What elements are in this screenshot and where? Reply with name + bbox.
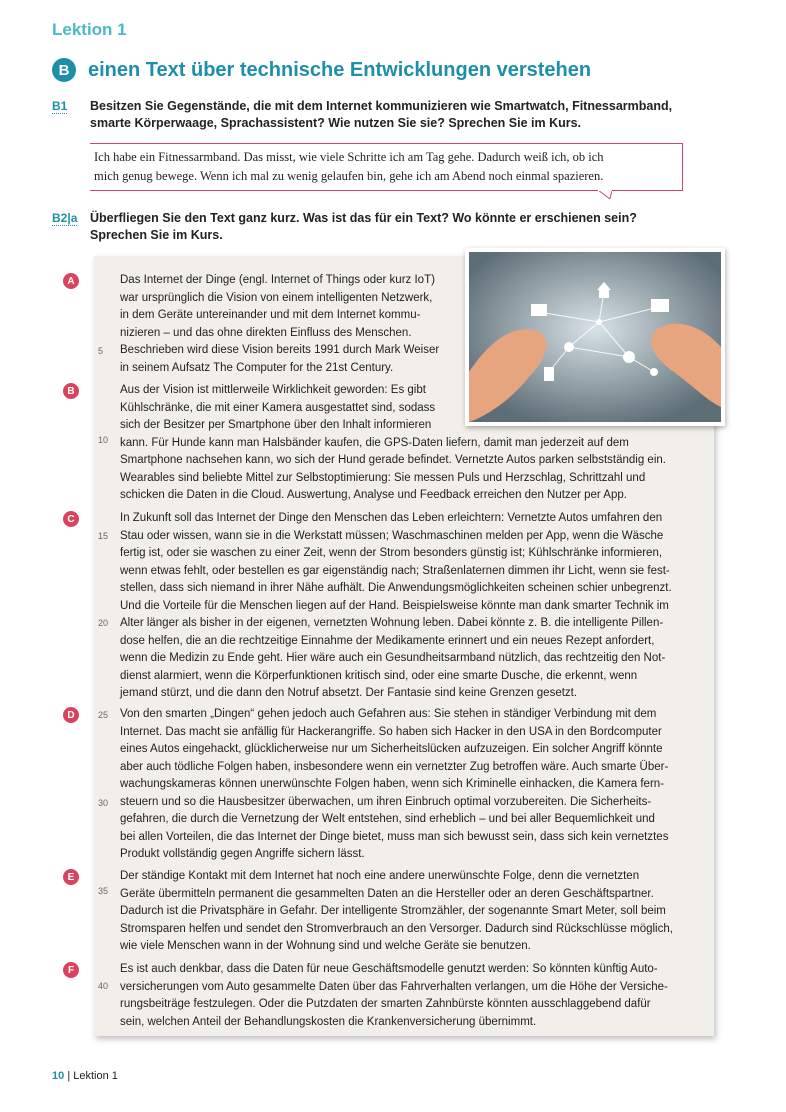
section-badge-b: B — [63, 383, 79, 399]
speech-bubble-tail-icon — [598, 190, 612, 199]
line-number: 40 — [98, 981, 109, 991]
line-number: 35 — [98, 886, 109, 896]
footer-separator: | — [67, 1070, 71, 1082]
line-number: 20 — [98, 618, 109, 628]
section-heading-text: einen Text über technische Entwicklungen verstehen — [88, 58, 592, 81]
section-e-text: Der ständige Kontakt mit dem Internet hat noch eine andere unerwünschte Folge, denn die vernetzten Geräte übermitteln permanent die gesammelten Daten an die Hersteller oder an deren Geschäftspartner. Dadurch ist die Privatsphäre in Gefahr. Der intelligente Stromzähler, der sogenannte Smart Meter, soll beim Stromsparen helfen und sendet den Stromverbrauch an den Versorger. Dadurch sind Rückschlüsse möglich, wie viele Menschen wann in der Wohnung sind und welche Geräte sie benutzen. — [120, 870, 673, 952]
line-number: 30 — [98, 798, 109, 808]
speech-bubble-line: mich genug bewege. Wenn ich mal zu wenig gelaufen bin, gehe ich am Abend noch einmal spazieren. — [94, 169, 604, 183]
section-f-text: Es ist auch denkbar, dass die Daten für neue Geschäftsmodelle genutzt werden: So könnten künftig Auto- versicherungen vom Auto gesammelte Daten über das Fahrverhalten verlangen, um die Höhe der Versiche- rungsbeiträge festzulegen. Oder die Putzdaten der smarten Zahnbürste könnten ausschlaggebend dafür sein, welchen Anteil der Behandlungskosten die Krankenversicherung übernimmt. — [120, 963, 668, 1028]
lektion-title: Lektion 1 — [52, 20, 127, 39]
footer-label: Lektion 1 — [73, 1070, 118, 1082]
section-badge-d: D — [63, 707, 79, 723]
section-badge-c: C — [63, 511, 79, 527]
line-number: 15 — [98, 531, 109, 541]
task-b1-label: B1 — [52, 99, 68, 113]
task-b2a — [52, 210, 742, 244]
section-c-text: In Zukunft soll das Internet der Dinge den Menschen das Leben erleichtern: Vernetzte Autos umfahren den Stau oder wissen, wann sie in die Werkstatt müssen; Waschmaschinen melden per App, wenn die Wäsche fertig ist, oder sie waschen zu einer Zeit, wenn der Strom besonders günstig ist; Kühlschränke informieren, wenn etwas fehlt, oder bestellen es gar eigenständig nach; Straßenlaternen dimmen ihr Licht, wenn sie fest- stellen, dass sich niemand in ihrer Nähe aufhält. Die Anwendungsmöglichkeiten scheinen schier unbegrenzt. Und die Vorteile für die Menschen liegen auf der Hand. Beispielsweise könnte man dank smarter Technik im Alter länger als bisher in der eigenen, vernetzten Wohnung leben. Dabei könnte z. B. die intelligente Pillen- dose helfen, die an die rechtzeitige Einnahme der Medikamente erinnert und ein neues Rezept anfordert, wenn die Medizin zu Ende geht. Hier wäre auch ein Gesundheitsarmband nützlich, das rechtzeitig den Not- dienst alarmiert, wenn die Körperfunktionen kritisch sind, oder eine smarte Dusche, die erkennt, wenn jemand stürzt, und die dann den Notruf absetzt. Der Fantasie sind keine Grenzen gesetzt. — [120, 512, 672, 699]
section-badge-a: A — [63, 273, 79, 289]
task-b1 — [52, 98, 742, 132]
page-footer — [52, 1070, 118, 1082]
section-heading — [52, 58, 591, 82]
section-d-text: Von den smarten „Dingen“ gehen jedoch auch Gefahren aus: Sie stehen in ständiger Verbindung mit dem Internet. Das macht sie anfällig für Hackerangriffe. So haben sich Hacker in den USA in den Bordcomputer eines Autos eingehackt, glücklicherweise nur um Sicherheitslücken aufzuzeigen. Ein solcher Angriff könnte aber auch tödliche Folgen haben, insbesondere wenn ein vernetzter Zug betroffen wäre. Auch smarte Über- wachungskameras können unerwünschte Folgen haben, wenn sich Kriminelle einhacken, die Kamera fern- steuern und so die Hausbesitzer überwachen, um ihren Einbruch optimal vorzubereiten. Die Sicherheits- gefahren, die durch die Vernetzung der Welt entstehen, sind erheblich – und bei aller Bequemlichkeit und bei allen Vorteilen, die das Internet der Dinge bietet, muss man sich bewusst sein, dass sich kein vernetztes Produkt vollständig gegen Angriffe sichern lässt. — [120, 708, 669, 860]
speech-bubble — [90, 143, 683, 191]
page-number: 10 — [52, 1070, 65, 1082]
line-number: 5 — [98, 346, 104, 356]
speech-bubble-line: Ich habe ein Fitnessarmband. Das misst, wie viele Schritte ich am Tag gehe. Dadurch weiß ich, ob ich — [94, 150, 604, 164]
section-badge-e: E — [63, 869, 79, 885]
line-number: 25 — [98, 710, 109, 720]
section-badge: B — [52, 58, 76, 82]
task-b1-text: Besitzen Sie Gegenstände, die mit dem Internet kommunizieren wie Smartwatch, Fitnessarmband, smarte Körperwaage, Sprachassistent? Wie nutzen Sie sie? Sprechen Sie im Kurs. — [90, 99, 673, 130]
section-a-text: Das Internet der Dinge (engl. Internet of Things oder kurz IoT) war ursprünglich die Vision von einem intelligenten Netzwerk, in dem Geräte untereinander und mit dem Internet kommu- nizieren – und das ohne direkten Einfluss des Menschen. Beschrieben wird diese Vision bereits 1991 durch Mark Weiser in seinem Aufsatz The Computer for the 21st Century. — [120, 274, 440, 374]
task-b2a-label: B2|a — [52, 211, 78, 225]
task-b2a-text: Überfliegen Sie den Text ganz kurz. Was ist das für ein Text? Wo könnte er erschienen sein? Sprechen Sie im Kurs. — [90, 211, 637, 242]
line-number: 10 — [98, 435, 109, 445]
section-badge-f: F — [63, 962, 79, 978]
section-b-text: Aus der Vision ist mittlerweile Wirklichkeit geworden: Es gibt Kühlschränke, die mit einer Kamera ausgestattet sind, sodass sich der Besitzer per Smartphone über den Inhalt informieren kann. Für Hunde kann man Halsbänder kaufen, die GPS-Daten liefern, damit man jederzeit auf dem Smartphone nachsehen kann, wo sich der Hund gerade befindet. Vernetzte Autos parken selbstständig ein. Wearables sind beliebte Mittel zur Selbstoptimierung: Sie messen Puls und Herzschlag, Schrittzahl und schicken die Daten in die Cloud. Auswertung, Analyse und Feedback erreichen den Nutzer per App. — [120, 384, 666, 501]
